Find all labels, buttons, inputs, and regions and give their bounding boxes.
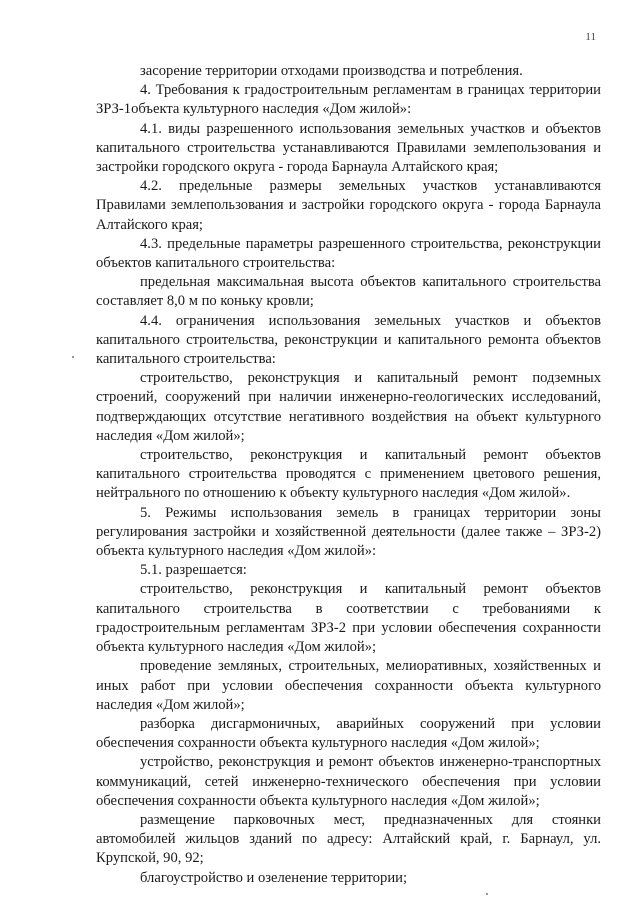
- paragraph: 4. Требования к градостроительным регламентам в границах территории ЗРЗ-1объекта культурного наследия «Дом жилой»:: [96, 82, 601, 118]
- paragraph: 4.3. предельные параметры разрешенного строительства, реконструкции объектов капитального строительства:: [96, 235, 601, 272]
- paragraph: строительство, реконструкция и капитальный ремонт объектов капитального строительства проводятся с применением цветового решения, нейтрального по отношению к объекту культурного наследия «Дом жилой».: [96, 447, 601, 502]
- scan-speck: [486, 893, 488, 895]
- paragraph: 5.1. разрешается:: [140, 562, 247, 579]
- paragraph: 5. Режимы использования земель в границах территории зоны регулирования застройки и хозяйственной деятельности (далее также – ЗРЗ-2) объекта культурного наследия «Дом жилой»:: [96, 504, 601, 560]
- paragraph: 4.1. виды разрешенного использования земельных участков и объектов капитального строительства устанавливаются Правилами землепользования и застройки городского округа - города Барнаула Алтайского края;: [96, 120, 601, 176]
- paragraph: предельная максимальная высота объектов капитального строительства составляет 8,0 м по коньку кровли;: [96, 274, 601, 310]
- page-number: 11: [585, 31, 596, 43]
- paragraph: засорение территории отходами производства и потребления.: [140, 63, 523, 79]
- paragraph: проведение земляных, строительных, мелиоративных, хозяйственных и иных работ при условии обеспечения сохранности объекта культурного наследия «Дом жилой»;: [96, 658, 601, 713]
- paragraph: 4.2. предельные размеры земельных участков устанавливаются Правилами землепользования и застройки городского округа - города Барнаула Алтайского края;: [96, 178, 601, 233]
- paragraph: размещение парковочных мест, предназначенных для стоянки автомобилей жильцов зданий по адресу: Алтайский край, г. Барнаул, ул. Крупской, 90, 92;: [96, 811, 601, 867]
- paragraph: 4.4. ограничения использования земельных участков и объектов капитального строительства, реконструкции и капитального ремонта объектов капитального строительства:: [96, 312, 601, 368]
- paragraph: строительство, реконструкция и капитальный ремонт подземных строений, сооружений при наличии инженерно-геологических исследований, подтверждающих отсутствие негативного воздействия на объект культурного наследия «Дом жилой»;: [96, 370, 601, 444]
- scan-speck: [72, 356, 74, 358]
- paragraph: благоустройство и озеленение территории;: [140, 869, 408, 886]
- paragraph: устройство, реконструкция и ремонт объектов инженерно-транспортных коммуникаций, сетей инженерно-технического обеспечения при условии обеспечения сохранности объекта культурного наследия «Дом жилой»;: [96, 754, 601, 809]
- paragraph: строительство, реконструкция и капитальный ремонт объектов капитального строительства в соответствии с требованиями к градостроительным регламентам ЗРЗ-2 при условии обеспечения сохранности объекта культурного наследия «Дом жилой»;: [96, 581, 601, 656]
- paragraph: разборка дисгармоничных, аварийных сооружений при условии обеспечения сохранности объекта культурного наследия «Дом жилой»;: [96, 715, 601, 752]
- document-body: [96, 62, 601, 888]
